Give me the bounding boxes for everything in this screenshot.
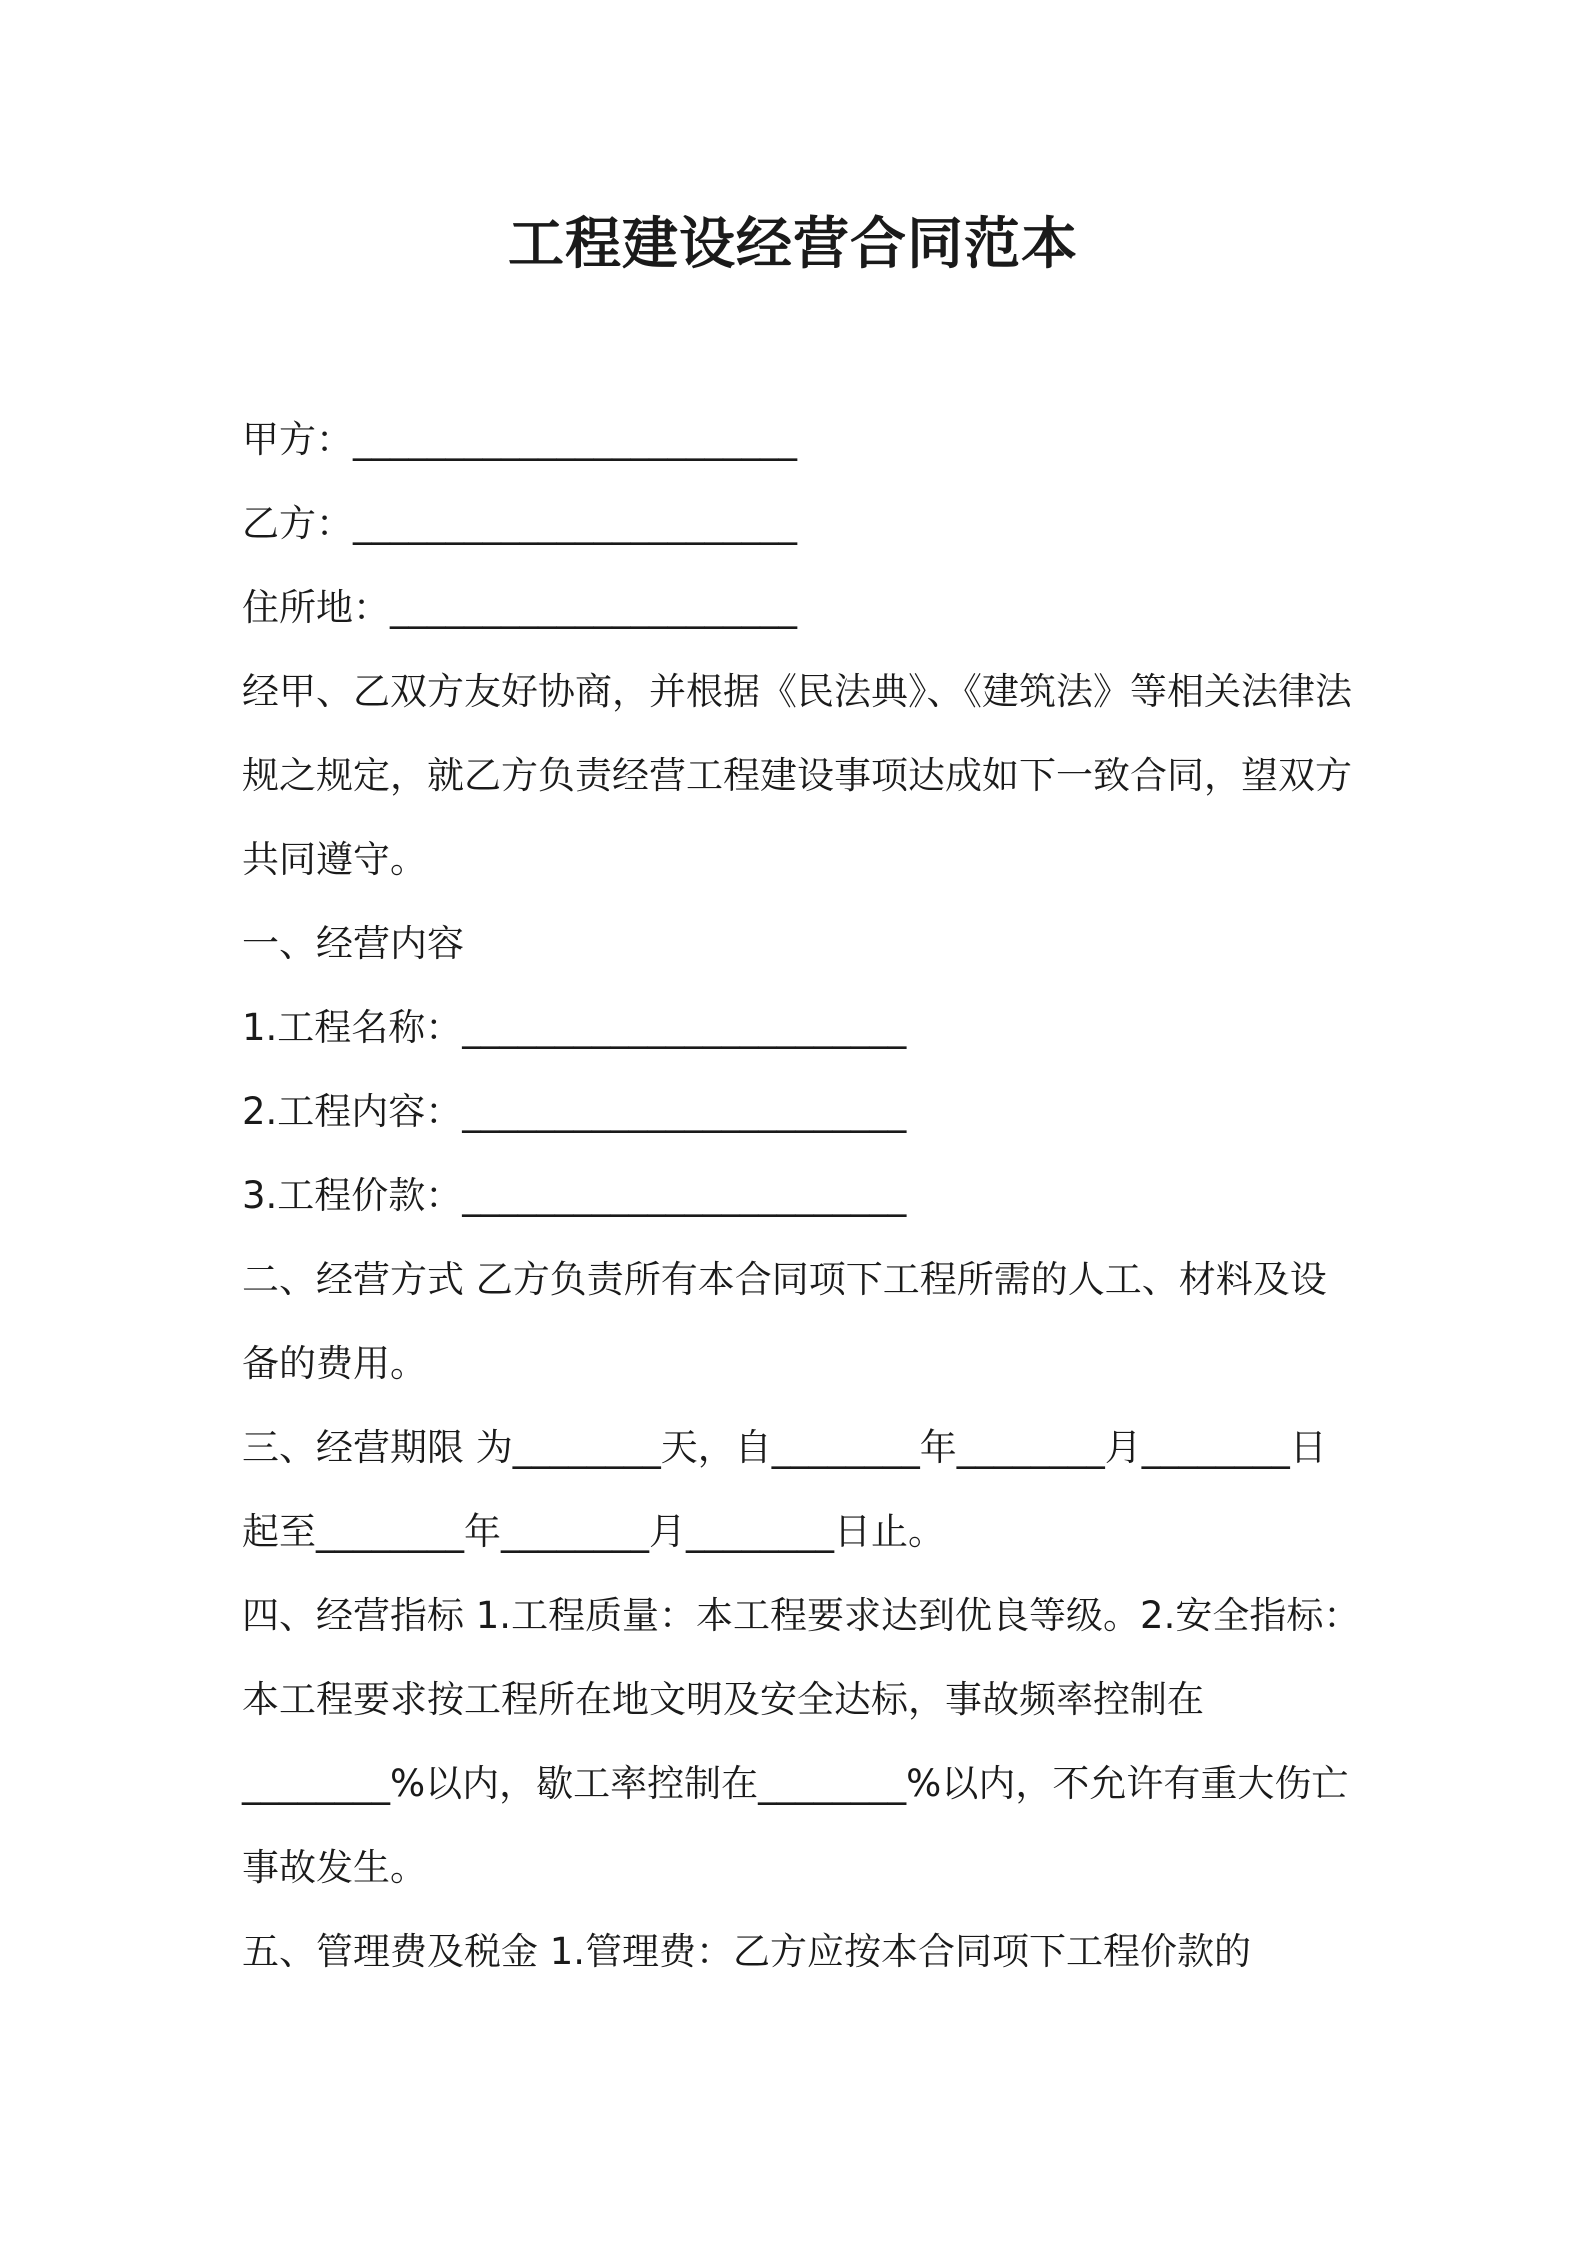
section-3-line-2: 起至________年________月________日止。 [242,1510,945,1553]
section-4-line-1: 四、经营指标 1.工程质量：本工程要求达到优良等级。2.安全指标： [242,1594,1361,1637]
party-b-line: 乙方：________________________ [242,502,797,545]
preamble-line-1: 经甲、乙双方友好协商，并根据《民法典》、《建筑法》等相关法律法 [242,670,1352,713]
document-title: 工程建设经营合同范本 [508,212,1078,277]
document-body [242,398,1362,1994]
section-4-line-4: 事故发生。 [242,1846,427,1889]
section-4-line-2: 本工程要求按工程所在地文明及安全达标，事故频率控制在 [242,1678,1204,1721]
section-5-line-1: 五、管理费及税金 1.管理费：乙方应按本合同项下工程价款的 [242,1930,1252,1973]
section-3-line-1: 三、经营期限 为________天，自________年________月________日 [242,1426,1327,1469]
project-name-line: 1.工程名称：________________________ [242,1006,907,1049]
section-1-heading: 一、经营内容 [242,922,464,965]
project-price-line: 3.工程价款：________________________ [242,1174,907,1217]
preamble-line-2: 规之规定，就乙方负责经营工程建设事项达成如下一致合同，望双方 [242,754,1352,797]
section-2-line-2: 备的费用。 [242,1342,427,1385]
address-line: 住所地：______________________ [242,586,797,629]
section-2-line-1: 二、经营方式 乙方负责所有本合同项下工程所需的人工、材料及设 [242,1258,1327,1301]
section-4-line-3: ________%以内，歇工率控制在________%以内，不允许有重大伤亡 [242,1762,1349,1805]
project-content-line: 2.工程内容：________________________ [242,1090,907,1133]
party-a-line: 甲方：________________________ [242,418,797,461]
preamble-line-3: 共同遵守。 [242,838,427,881]
